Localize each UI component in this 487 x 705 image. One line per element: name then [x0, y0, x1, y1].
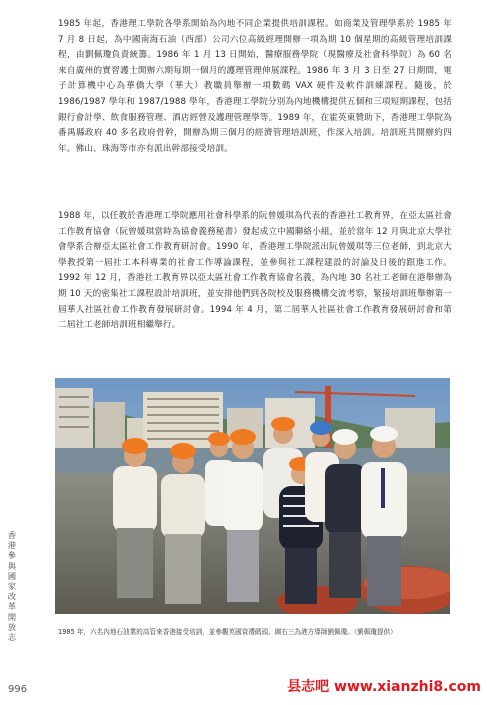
photo-caption: 1985 年，六名內地石油業的高管來香港接受培訓，並參觀英國資禮碼頭。圖右三為港方導師劉佩瓊。（劉佩瓊提供） [58, 628, 397, 636]
page-number: 996 [8, 684, 28, 695]
site-watermark[interactable]: 县志吧 www.xianzhi8.com [276, 676, 487, 698]
body-paragraph-2: 1988 年，以任教於香港理工學院應用社會科學系的阮曾媛琪為代表的香港社工教育界，在亞太區社會工作教育協會（阮曾媛琪當時為協會義務秘書）發起成立中國聯絡小組，並於當年 12 月與北京大學社會學系合辦亞太區社會工作教育研討會。1990 年，香港理工學院派出阮曾媛琪等三位老師，到北京大學教授第一屆社工本科專業的社會工作導論課程，並參與社工課程建設的討論及日後的跟進工作。1992 年 12 月，香港社工教育界以亞太區社會工作教育協會名義，為內地 30 名社工老師在港舉辦為期 10 天的密集社工課程設計培訓班，並安排他們到各院校及服務機構交流考察，緊接培訓班舉辦第一屆華人社區社會工作教育發展研討會。1994 年 4 月，第二屆華人社區社會工作教育發展研討會和第二屆社工老師培訓班相繼舉行。 [58, 211, 452, 331]
body-paragraph-1: 1985 年起，香港理工學院各學系開始為內地不同企業提供培訓課程。如商業及管理學系於 1985 年 7 月 8 日起，為中國南海石油（西部）公司六位高級經理開辦一項為期 10 個星期的高級管理培訓課程，由劉佩瓊負責統籌。1986 年 1 月 13 日開始，醫療服務學院（現醫療及社會科學院）為 60 名來自廣州的實習護士開辦六期每期一個月的護理管理伸展課程。1986 年 3 月 3 日至 27 日期間，電子計算機中心為華僑大學（華大）教職員舉辦一項數碼 VAX 硬件及軟件訓練課程。隨後，於 1986/1987 學年和 1987/1988 學年，香港理工學院分別為內地機構提供五個和三項短期課程，包括銀行會計學、飲食服務管理、酒店經營及護理管理學等。1989 年，在霍英東贊助下，香港理工學院為番禺縣政府 40 多名政府骨幹，開辦為期三個月的經濟管理培訓班，作深入培訓。培訓班共開辦約四年。佛山、珠海等市亦有派出幹部接受培訓。 [58, 19, 452, 154]
side-book-title: 香港參與國家改革開放志 [7, 530, 17, 643]
group-photo [55, 378, 450, 614]
